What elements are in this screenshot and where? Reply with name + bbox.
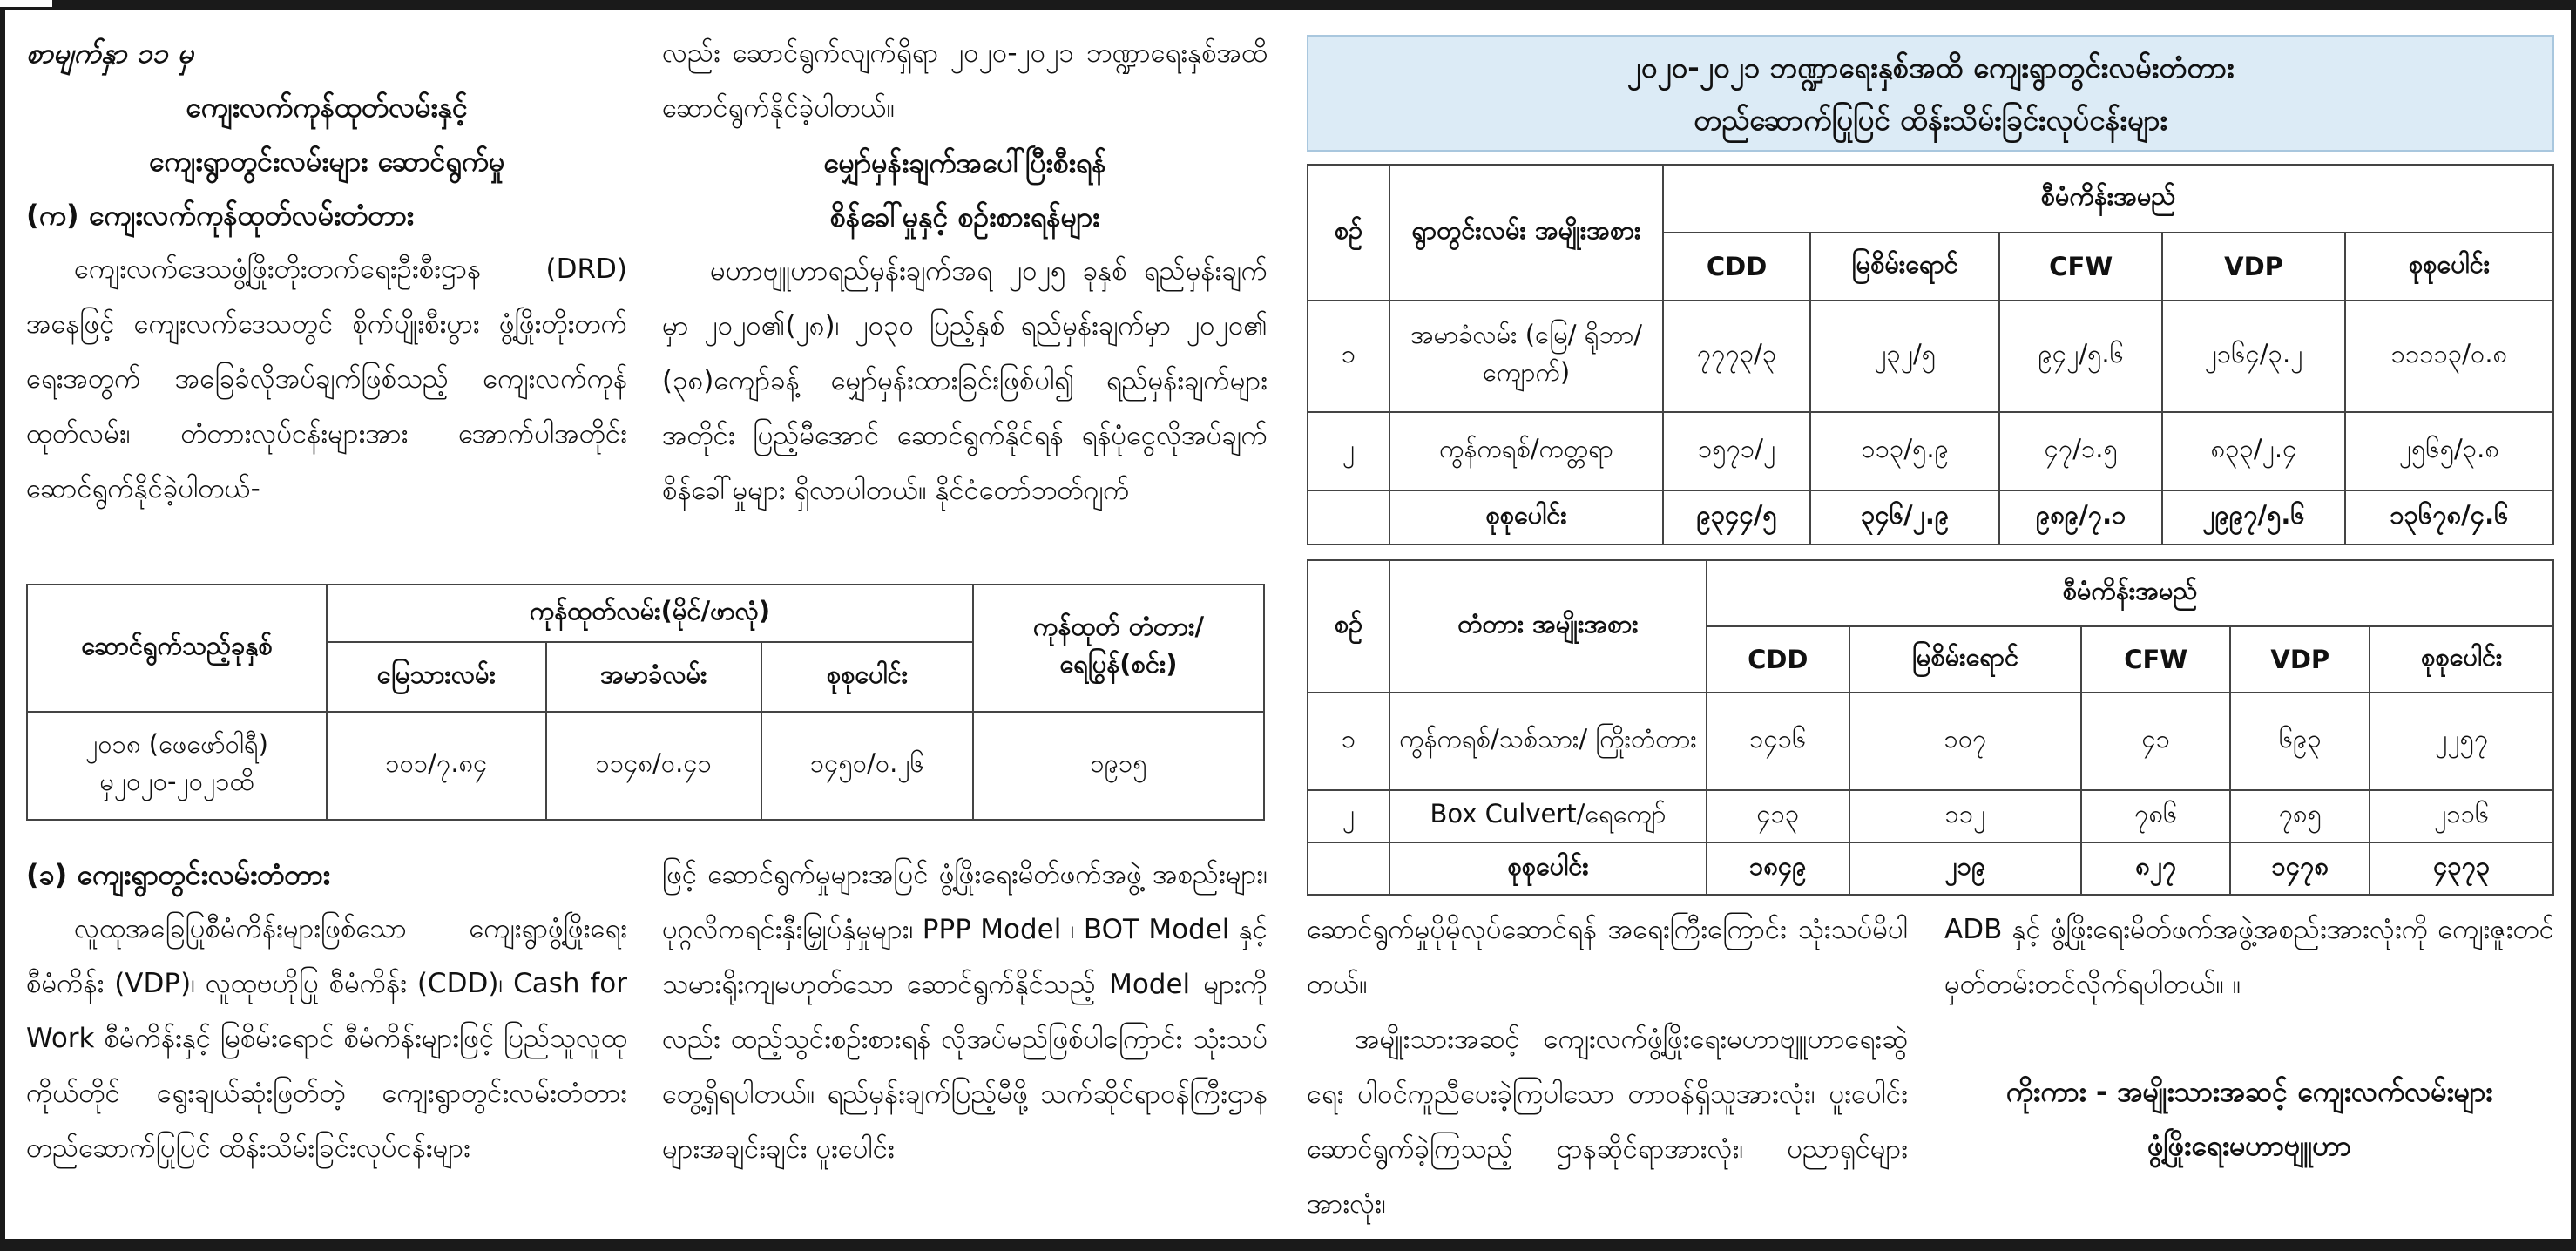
article-title-line1: ကျေးလက်ကုန်ထုတ်လမ်းနှင့် — [186, 91, 468, 124]
t3-total-label: စုစုပေါင်း — [1389, 842, 1707, 895]
t3-total-green: ၂၁၉ — [1849, 842, 2082, 895]
t2-total-cdd: ၉၃၄၄/၅ — [1663, 490, 1810, 544]
col3-paragraph-1: ဆောင်ရွက်မှုပိုမိုလုပ်ဆောင်ရန် အရေးကြီးကြောင်း သုံးသပ်မိပါတယ်။ — [1307, 914, 1908, 1000]
t2-col-total: စုစုပေါင်း — [2345, 233, 2553, 301]
t3-header-type: တံတား အမျိုးအစား — [1389, 560, 1707, 693]
col2-bottom-paragraph: ဖြင့် ဆောင်ရွက်မှုများအပြင် ဖွံ့ဖြိုးရေးမိတ်ဖက်အဖွဲ့ အစည်းများ၊ ပုဂ္ဂလိကရင်းနှီးမြှုပ်နှံမှုများ၊ PPP Model ၊ BOT Model နှင့် သမားရိုးကျမဟုတ်သော ဆောင်ရွက်နိုင်သည့် Model များကိုလည်း ထည့်သွင်းစဉ်းစားရန် လိုအပ်မည်ဖြစ်ပါကြောင်း သုံးသပ်တွေ့ရှိရပါတယ်။ ရည်မှန်းချက်ပြည့်မီဖို့ သက်ဆိုင်ရာဝန်ကြီးဌာနများအချင်းချင်း ပူးပေါင်း — [662, 859, 1268, 1165]
t3-r2-cdd: ၄၁၃ — [1707, 790, 1849, 842]
t1-header-year: ဆောင်ရွက်သည့်ခုနှစ် — [27, 585, 327, 712]
t3-col-green: မြစိမ်းရောင် — [1849, 626, 2082, 693]
t1-year: ၂၀၁၈ (ဖေဖော်ဝါရီ) မှ၂၀၂၀-၂၀၂၁ထိ — [27, 712, 327, 820]
right-title-line2: တည်ဆောက်ပြုပြင် ထိန်းသိမ်းခြင်းလုပ်ငန်းများ — [1694, 103, 2167, 137]
t2-header-no: စဉ် — [1308, 165, 1389, 301]
col4-paragraph: ADB နှင့် ဖွံ့ဖြိုးရေးမိတ်ဖက်အဖွဲ့အစည်းအားလုံးကို ကျေးဇူးတင် မှတ်တမ်းတင်လိုက်ရပါတယ်။ ။ — [1944, 914, 2554, 1000]
t2-r2-no: ၂ — [1308, 412, 1389, 490]
t3-r2-cfw: ၇၈၆ — [2081, 790, 2230, 842]
t1-sub-paved: အမာခံလမ်း — [546, 642, 761, 712]
reference-line-1: ကိုးကား - အမျိုးသားအဆင့် ကျေးလက်လမ်းများ — [2005, 1075, 2493, 1108]
t2-r1-cdd: ၇၇၇၃/၃ — [1663, 301, 1810, 412]
t3-total-vdp: ၁၄၇၈ — [2230, 842, 2370, 895]
column-2-bottom — [662, 848, 1268, 1177]
table-total-row — [1308, 842, 2553, 895]
t3-col-vdp: VDP — [2230, 626, 2370, 693]
column-3-bottom — [1307, 903, 1908, 1232]
t3-r2-green: ၁၁၂ — [1849, 790, 2082, 842]
column-2-top — [662, 26, 1268, 518]
section-a-heading: (က) ကျေးလက်ကုန်ထုတ်လမ်းတံတား — [26, 199, 414, 232]
t2-r1-type: အမာခံလမ်း (မြေ/ ရိုဘာ/ကျောက်) — [1389, 301, 1663, 412]
t3-r1-type: ကွန်ကရစ်/သစ်သား/ ကြိုးတံတား — [1389, 693, 1707, 790]
t1-header-bridge: ကုန်ထုတ် တံတား/ရေပြွန်(စင်း) — [973, 585, 1264, 712]
section-a-paragraph: ကျေးလက်ဒေသဖွံ့ဖြိုးတိုးတက်ရေးဦးစီးဌာန (DRD) အနေဖြင့် ကျေးလက်ဒေသတွင် စိုက်ပျိုးစီးပွား ဖွံ့ဖြိုးတိုးတက်ရေးအတွက် အခြေခံလိုအပ်ချက်ဖြစ်သည့် ကျေးလက်ကုန်ထုတ်လမ်း၊ တံတားလုပ်ငန်းများအား အောက်ပါအတိုင်း ဆောင်ရွက်နိုင်ခဲ့ပါတယ်- — [26, 254, 627, 504]
article-title-line2: ကျေးရွာတွင်းလမ်းများ ဆောင်ရွက်မှု — [148, 145, 505, 178]
t3-r1-vdp: ၆၉၃ — [2230, 693, 2370, 790]
continued-from: စာမျက်နှာ ၁၁ မှ — [26, 37, 194, 70]
reference-line-2: ဖွံ့ဖြိုးရေးမဟာဗျူဟာ — [2147, 1129, 2351, 1162]
frame-notch — [0, 0, 52, 7]
t3-total-sum: ၄၃၇၃ — [2370, 842, 2553, 895]
t2-r2-vdp: ၈၃၃/၂.၄ — [2162, 412, 2344, 490]
t3-col-total: စုစုပေါင်း — [2370, 626, 2553, 693]
t1-sub-earth: မြေသားလမ်း — [327, 642, 546, 712]
t2-r2-total: ၂၅၆၅/၃.၈ — [2345, 412, 2553, 490]
production-road-table — [26, 584, 1265, 821]
t1-paved: ၁၁၄၈/၀.၄၁ — [546, 712, 761, 820]
t3-r1-green: ၁၀၇ — [1849, 693, 2082, 790]
table-row — [1308, 301, 2553, 412]
t1-header-road: ကုန်ထုတ်လမ်း(မိုင်/ဖာလုံ) — [327, 585, 973, 642]
t2-r1-total: ၁၁၁၁၃/၀.၈ — [2345, 301, 2553, 412]
t1-total: ၁၄၅၀/၀.၂၆ — [761, 712, 973, 820]
section-b-heading: (ခ) ကျေးရွာတွင်းလမ်းတံတား — [26, 858, 330, 891]
column-1-top — [26, 26, 627, 517]
t2-header-project: စီမံကိန်းအမည် — [1663, 165, 2553, 233]
t3-r1-total: ၂၂၅၇ — [2370, 693, 2553, 790]
t3-r1-cfw: ၄၁ — [2081, 693, 2230, 790]
t3-header-project: စီမံကိန်းအမည် — [1707, 560, 2553, 626]
table-row — [1308, 790, 2553, 842]
table-row — [27, 712, 1264, 820]
t2-r1-no: ၁ — [1308, 301, 1389, 412]
t2-r1-green: ၂၃၂/၅ — [1810, 301, 1999, 412]
column-1-bottom — [26, 848, 627, 1176]
t2-r2-type: ကွန်ကရစ်/ကတ္တရာ — [1389, 412, 1663, 490]
t3-col-cdd: CDD — [1707, 626, 1849, 693]
challenges-heading-2: စိန်ခေါ်မှုနှင့် စဉ်းစားရန်များ — [829, 200, 1100, 233]
t2-r2-cdd: ၁၅၇၁/၂ — [1663, 412, 1810, 490]
t2-col-cfw: CFW — [1999, 233, 2162, 301]
t2-total-cfw: ၉၈၉/၇.၁ — [1999, 490, 2162, 544]
t3-r2-vdp: ၇၈၅ — [2230, 790, 2370, 842]
t1-sub-total: စုစုပေါင်း — [761, 642, 973, 712]
column-4-bottom — [1944, 903, 2554, 1173]
t3-r2-no: ၂ — [1308, 790, 1389, 842]
col3-paragraph-2: အမျိုးသားအဆင့် ကျေးလက်ဖွံ့ဖြိုးရေးမဟာဗျူဟာရေးဆွဲရေး ပါဝင်ကူညီပေးခဲ့ကြပါသော တာဝန်ရှိသူအားလုံး၊ ပူးပေါင်းဆောင်ရွက်ခဲ့ကြသည့် ဌာနဆိုင်ရာအားလုံး၊ ပညာရှင်များအားလုံး၊ — [1307, 1024, 1908, 1220]
t1-earth: ၁၀၁/၇.၈၄ — [327, 712, 546, 820]
col2-paragraph-1: လည်း ဆောင်ရွက်လျက်ရှိရာ ၂၀၂၀-၂၀၂၁ ဘဏ္ဍာရေးနှစ်အထိ ဆောင်ရွက်နိုင်ခဲ့ပါတယ်။ — [662, 37, 1268, 124]
t3-total-cdd: ၁၈၄၉ — [1707, 842, 1849, 895]
table-row — [1308, 412, 2553, 490]
t2-r1-vdp: ၂၁၆၄/၃.၂ — [2162, 301, 2344, 412]
t1-bridges: ၁၉၁၅ — [973, 712, 1264, 820]
t2-r2-green: ၁၁၃/၅.၉ — [1810, 412, 1999, 490]
right-table-title — [1307, 35, 2554, 152]
t2-r2-cfw: ၄၇/၁.၅ — [1999, 412, 2162, 490]
challenges-heading-1: မျှော်မှန်းချက်အပေါ်ပြီးစီးရန် — [823, 146, 1106, 179]
village-bridge-table — [1307, 559, 2554, 896]
col2-paragraph-2: မဟာဗျူဟာရည်မှန်းချက်အရ ၂၀၂၅ ခုနှစ် ရည်မှန်းချက်မှာ ၂၀၂၀၏(၂၈)၊ ၂၀၃၀ ပြည့်နှစ် ရည်မှန်းချက်မှာ ၂၀၂၀၏ (၃၈)ကျော်ခန့် မျှော်မှန်းထားခြင်းဖြစ်ပါ၍ ရည်မှန်းချက်များအတိုင်း ပြည့်မီအောင် ဆောင်ရွက်နိုင်ရန် ရန်ပုံငွေလိုအပ်ချက် စိန်ခေါ်မှုများ ရှိလာပါတယ်။ နိုင်ငံတော်ဘတ်ဂျက် — [662, 255, 1268, 506]
section-b-paragraph: လူထုအခြေပြုစီမံကိန်းများဖြစ်သော ကျေးရွာဖွံ့ဖြိုးရေးစီမံကိန်း (VDP)၊ လူထုဗဟိုပြု စီမံကိန်း (CDD)၊ Cash for Work စီမံကိန်းနှင့် မြစိမ်းရောင် စီမံကိန်းများဖြင့် ပြည်သူလူထု ကိုယ်တိုင် ရွေးချယ်ဆုံးဖြတ်တဲ့ ကျေးရွာတွင်းလမ်းတံတား တည်ဆောက်ပြုပြင် ထိန်းသိမ်းခြင်းလုပ်ငန်းများ — [26, 913, 627, 1164]
t2-total-sum: ၁၃၆၇၈/၄.၆ — [2345, 490, 2553, 544]
t3-r2-type: Box Culvert/ရေကျော် — [1389, 790, 1707, 842]
t3-header-no: စဉ် — [1308, 560, 1389, 693]
t2-col-vdp: VDP — [2162, 233, 2344, 301]
table-row — [1308, 693, 2553, 790]
t3-total-cfw: ၈၂၇ — [2081, 842, 2230, 895]
t2-total-vdp: ၂၉၉၇/၅.၆ — [2162, 490, 2344, 544]
t2-total-green: ၃၄၆/၂.၉ — [1810, 490, 1999, 544]
t3-r1-cdd: ၁၄၁၆ — [1707, 693, 1849, 790]
t3-r1-no: ၁ — [1308, 693, 1389, 790]
t2-header-type: ရွာတွင်းလမ်း အမျိုးအစား — [1389, 165, 1663, 301]
t2-col-green: မြစိမ်းရောင် — [1810, 233, 1999, 301]
t2-total-label: စုစုပေါင်း — [1389, 490, 1663, 544]
village-road-table — [1307, 164, 2554, 545]
t2-col-cdd: CDD — [1663, 233, 1810, 301]
table-total-row — [1308, 490, 2553, 544]
t2-r1-cfw: ၉၄၂/၅.၆ — [1999, 301, 2162, 412]
right-title-line1: ၂၀၂၀-၂၀၂၁ ဘဏ္ဍာရေးနှစ်အထိ ကျေးရွာတွင်းလမ်းတံတား — [1626, 51, 2235, 85]
t3-col-cfw: CFW — [2081, 626, 2230, 693]
t3-r2-total: ၂၁၁၆ — [2370, 790, 2553, 842]
